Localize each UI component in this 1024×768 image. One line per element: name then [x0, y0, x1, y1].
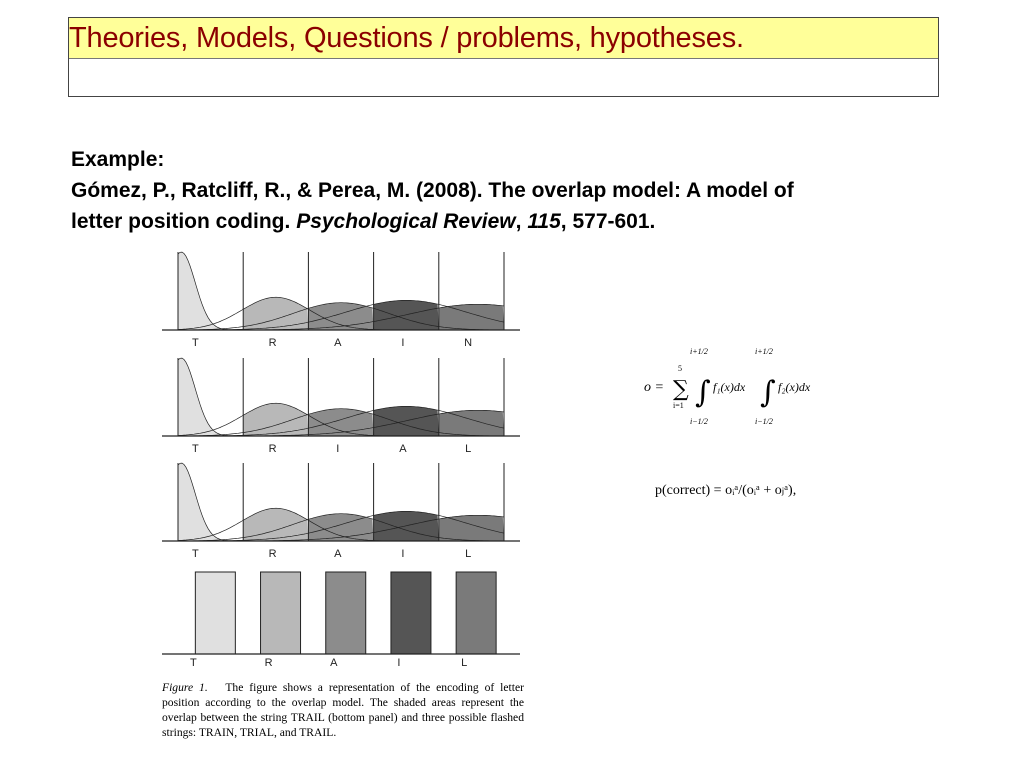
sum-bottom: i=1 [673, 401, 684, 410]
bottom-bar-3 [326, 572, 366, 654]
bottom-bar-2 [261, 572, 301, 654]
f1-term: f₁(x)dx [713, 380, 746, 394]
title-bar [69, 18, 938, 59]
caption-label: Figure 1. [162, 681, 208, 694]
panel-2-letter-4: A [399, 443, 407, 455]
integral-2: ∫ [760, 375, 776, 410]
figure-svg [160, 248, 530, 673]
panel-2-shade-1 [178, 358, 243, 436]
bottom-letter-2: R [264, 657, 273, 669]
bottom-letter-3: A [330, 657, 338, 669]
int2-upper: i+1/2 [755, 347, 773, 356]
panel-3-shade-5 [439, 515, 504, 541]
overlap-model-figure [160, 248, 530, 673]
panel-3-letter-3: A [334, 548, 342, 560]
journal-pages: , 577-601. [560, 210, 656, 233]
panel-2-letter-3: I [336, 443, 340, 455]
caption-text: The figure shows a representation of the encoding of letter position according to the overlap model. The shaded areas represent the overlap between the string TRAIL (bottom panel) and three possible flashed strings: TRAIN, TRIAL, and TRAIL. [162, 681, 524, 739]
panel-2-shade-4 [374, 406, 439, 436]
citation-text: Gómez, P., Ratcliff, R., & Perea, M. (2008). The overlap model: A model of letter position coding. [71, 179, 794, 233]
bottom-bar-1 [195, 572, 235, 654]
panel-1-letter-5: N [464, 337, 473, 349]
panel-1-letter-1: T [191, 337, 199, 349]
formula-lhs: o = [644, 380, 664, 395]
panel-1-shade-5 [439, 304, 504, 330]
bottom-bar-4 [391, 572, 431, 654]
panel-3-letter-5: L [465, 548, 472, 560]
panel-3-letter-1: T [191, 548, 199, 560]
f2-term: f₂(x)dx [778, 380, 811, 394]
panel-2-shade-5 [439, 410, 504, 436]
panel-1-letter-4: I [401, 337, 405, 349]
panel-1-shade-4 [374, 300, 439, 330]
panel-1-letter-3: A [334, 337, 342, 349]
citation-sep: , [515, 210, 522, 233]
reference-block [71, 144, 841, 237]
panel-3-letter-2: R [268, 548, 277, 560]
panel-2-letter-1: T [191, 443, 199, 455]
bottom-letter-5: L [461, 657, 468, 669]
journal-volume: 115 [527, 210, 561, 233]
panel-3-shade-1 [178, 463, 243, 541]
panel-3-shade-4 [374, 511, 439, 541]
overlap-formula [640, 344, 840, 430]
panel-3-letter-4: I [401, 548, 405, 560]
slide-title: Theories, Models, Questions / problems, hypotheses. [69, 22, 744, 54]
int1-upper: i+1/2 [690, 347, 708, 356]
bottom-bar-5 [456, 572, 496, 654]
sum-sign: ∑ [673, 377, 689, 402]
title-box [68, 17, 939, 97]
bottom-letter-1: T [189, 657, 197, 669]
figure-caption [162, 680, 524, 740]
overlap-formula-svg [640, 344, 840, 430]
bottom-letter-4: I [397, 657, 401, 669]
panel-1-letter-2: R [268, 337, 277, 349]
panel-2-letter-5: L [465, 443, 472, 455]
panel-2-letter-2: R [268, 443, 277, 455]
citation [71, 175, 841, 237]
journal-name: Psychological Review [296, 210, 516, 233]
example-label: Example: [71, 148, 165, 171]
integral-1: ∫ [695, 375, 711, 410]
sum-top: 5 [678, 364, 682, 373]
panel-1-shade-1 [178, 252, 243, 330]
int1-lower: i−1/2 [690, 417, 708, 426]
int2-lower: i−1/2 [755, 417, 773, 426]
p-correct-formula: p(correct) = oᵢᵃ/(oᵢᵃ + oⱼᵃ), [655, 483, 797, 498]
